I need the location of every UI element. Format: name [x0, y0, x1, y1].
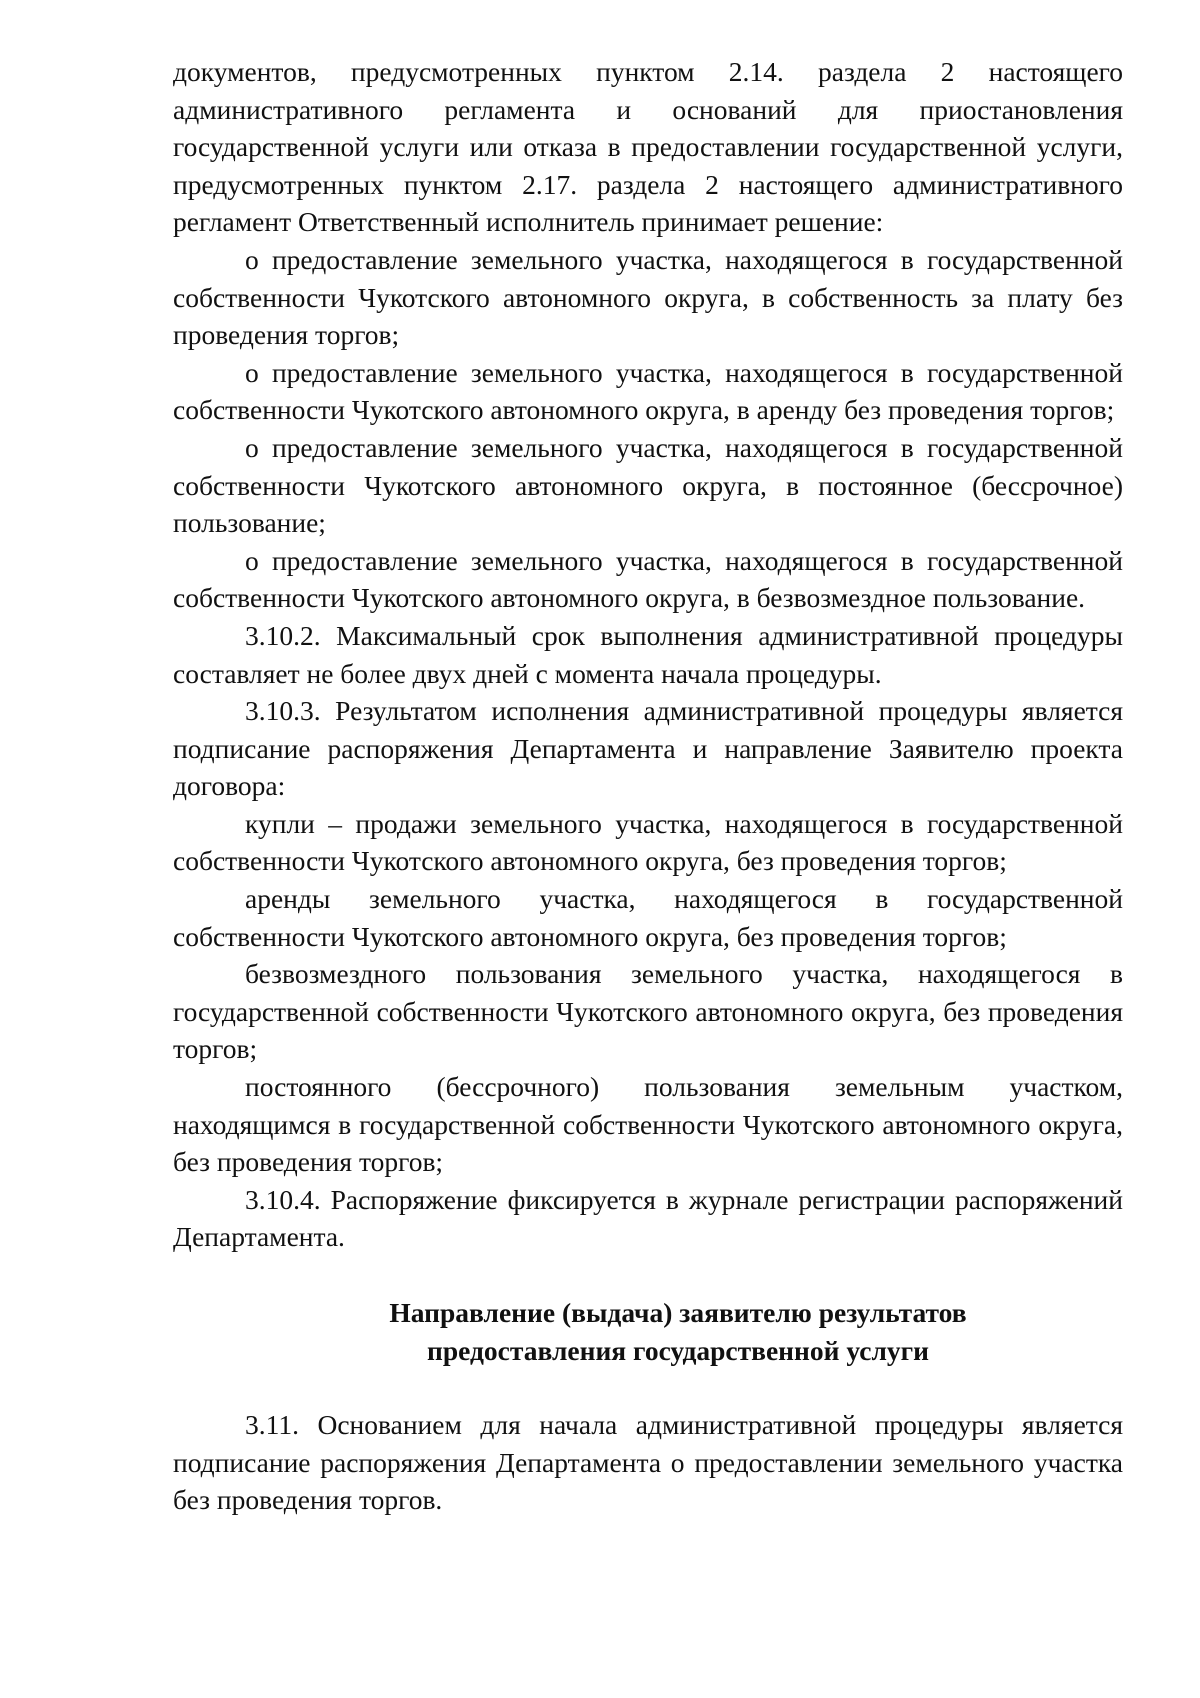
paragraph-contract-permanent-use: постоянного (бессрочного) пользования земельным участком, находящимся в государственной собственности Чукотского автономного округа, без проведения торгов;	[173, 1071, 1123, 1178]
paragraph-decision-permanent-use: о предоставление земельного участка, находящегося в государственной собственности Чукотского автономного округа, в постоянное (бессрочное) пользование;	[173, 431, 1123, 539]
paragraph-decision-free-use: о предоставление земельного участка, находящегося в государственной собственности Чукотского автономного округа, в безвозмездное пользование.	[173, 544, 1123, 614]
paragraph-contract-sale: купли – продажи земельного участка, находящегося в государственной собственности Чукотского автономного округа, без проведения торгов;	[173, 807, 1123, 877]
paragraph-continuation: документов, предусмотренных пунктом 2.14. раздела 2 настоящего административного регламента и оснований для приостановления государственной услуги или отказа в предоставлении государственной услуги, предусмотренных пунктом 2.17. раздела 2 настоящего административного регламент Ответственный исполнитель принимает решение:	[173, 56, 1123, 238]
paragraph-3-10-2: 3.10.2. Максимальный срок выполнения административной процедуры составляет не более двух дней с момента начала процедуры.	[173, 619, 1123, 689]
paragraph-3-11: 3.11. Основанием для начала административной процедуры является подписание распоряжения Департамента о предоставлении земельного участка без проведения торгов.	[173, 1409, 1123, 1516]
paragraph-3-10-4: 3.10.4. Распоряжение фиксируется в журнале регистрации распоряжений Департамента.	[173, 1183, 1123, 1253]
paragraph-contract-free-use: безвозмездного пользования земельного участка, находящегося в государственной собственности Чукотского автономного округа, без проведения торгов;	[173, 958, 1123, 1065]
paragraph-contract-lease: аренды земельного участка, находящегося в государственной собственности Чукотского автономного округа, без проведения торгов;	[173, 883, 1123, 952]
paragraph-3-10-3: 3.10.3. Результатом исполнения административной процедуры является подписание распоряжения Департамента и направление Заявителю проекта договора:	[173, 695, 1123, 802]
section-heading-line-2: предоставления государственной услуги	[427, 1334, 929, 1366]
paragraph-decision-lease: о предоставление земельного участка, находящегося в государственной собственности Чукотского автономного округа, в аренду без проведения торгов;	[173, 356, 1123, 426]
document-page	[173, 53, 1123, 1519]
section-heading-line-1: Направление (выдача) заявителю результатов	[389, 1297, 967, 1328]
paragraph-decision-ownership: о предоставление земельного участка, находящегося в государственной собственности Чукотского автономного округа, в собственность за плату без проведения торгов;	[173, 243, 1123, 351]
section-heading	[173, 1294, 1123, 1369]
